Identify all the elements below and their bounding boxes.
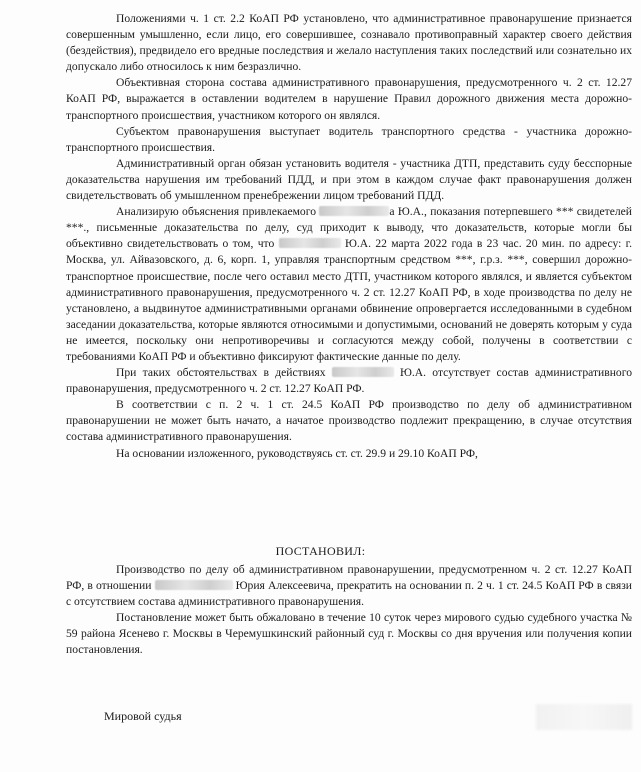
redacted-name (279, 238, 341, 248)
redacted-name (319, 206, 389, 216)
analysis-text-start: Анализирую объяснения привлекаемого (116, 205, 320, 219)
analysis-text-end: Ю.А. 22 марта 2022 года в 23 час. 20 мин. по адресу: г. Москва, ул. Айвазовского, д. 6, корп. 1, управляя транспортным средством ***, г.р.з. ***, совершил дорожно-транспортное происшествие, после чего оставил место ДТП, участником которого являлся, и является субъектом административного правонарушения, предусмотренного ч. 2 ст. 12.27 КоАП РФ, в ходе производства по делу не установлено, а выдвинутое административными органами обвинение опровергается исследованными в судебном заседании доказательства, которые являются относимыми и допустимыми, оснований не доверять которым у суда не имеется, поскольку они непротиворечивы и согласуются между собой, получены в соответствии с требованиями КоАП РФ и объективно фиксируют фактические данные по делу. (66, 237, 632, 363)
analysis-text-middle: а Ю.А., показания потерпевшего *** свидетелей ***., письменные доказательства по делу, суд приходит к выводу, что доказательств, которые могли бы объективно свидетельствовать о том, что (66, 205, 632, 251)
document-body (66, 11, 632, 462)
signature-label: Мировой судья (104, 709, 182, 723)
paragraph-circumstances (66, 365, 632, 397)
paragraph-objective-side: Объективная сторона состава административного правонарушения, предусмотренного ч. 2 ст. 12.27 КоАП РФ, выражается в оставлении водителем в нарушение Правил дорожного движения места дорожно-транспортного происшествия, участником которого он являлся. (66, 76, 632, 122)
paragraph-subject: Субъектом правонарушения выступает водитель транспортного средства - участника дорожно-транспортного происшествия. (66, 124, 632, 154)
circumstances-text-start: При таких обстоятельствах в действиях (116, 366, 332, 380)
resolution-heading: ПОСТАНОВИЛ: (275, 544, 366, 558)
redacted-name (332, 367, 394, 377)
termination-text-start: Производство по делу об административном правонарушении, предусмотренном ч. 2 ст. 12.27 КоАП РФ, в отношении (66, 563, 632, 593)
paragraph-termination (66, 562, 632, 610)
paragraph-legal-basis: В соответствии с п. 2 ч. 1 ст. 24.5 КоАП РФ производство по делу об административном правонарушении не может быть начато, а начатое производство подлежит прекращению, в случае отсутствия состава административного правонарушения. (66, 398, 632, 444)
paragraph-grounds: На основании изложенного, руководствуясь ст. ст. 29.9 и 29.10 КоАП РФ, (116, 446, 478, 460)
paragraph-appeal: Постановление может быть обжаловано в течение 10 суток через мирового судью судебного участка № 59 района Ясенево г. Москвы в Черемушкинский районный суд г. Москвы со дня вручения или получения копии постановления. (66, 611, 632, 657)
redacted-signature (536, 704, 632, 730)
redacted-name (155, 580, 233, 590)
resolution-body (66, 562, 632, 659)
paragraph-authority-duty: Административный орган обязан установить водителя - участника ДТП, представить суду бесспорные доказательства нарушения им требований ПДД, и при этом в каждом случае факт правонарушения должен свидетельствовать об умышленном пренебрежении лицом требований ПДД. (66, 156, 632, 203)
paragraph-intent: Положениями ч. 1 ст. 2.2 КоАП РФ установлено, что административное правонарушение признается совершенным умышленно, если лицо, его совершившее, сознавало противоправный характер своего действия (бездействия), предвидело его вредные последствия и желало наступления таких последствий или сознательно их допускало либо относилось к ним безразлично. (66, 12, 632, 74)
circumstances-text-end: Ю.А. отсутствует состав административного правонарушения, предусмотренного ч. 2 ст. 12.27 КоАП РФ. (66, 366, 632, 396)
termination-text-end: Юрия Алексеевича, прекратить на основании п. 2 ч. 1 ст. 24.5 КоАП РФ в связи с отсутствием состава административного правонарушения. (66, 579, 632, 609)
paragraph-analysis (66, 204, 632, 365)
